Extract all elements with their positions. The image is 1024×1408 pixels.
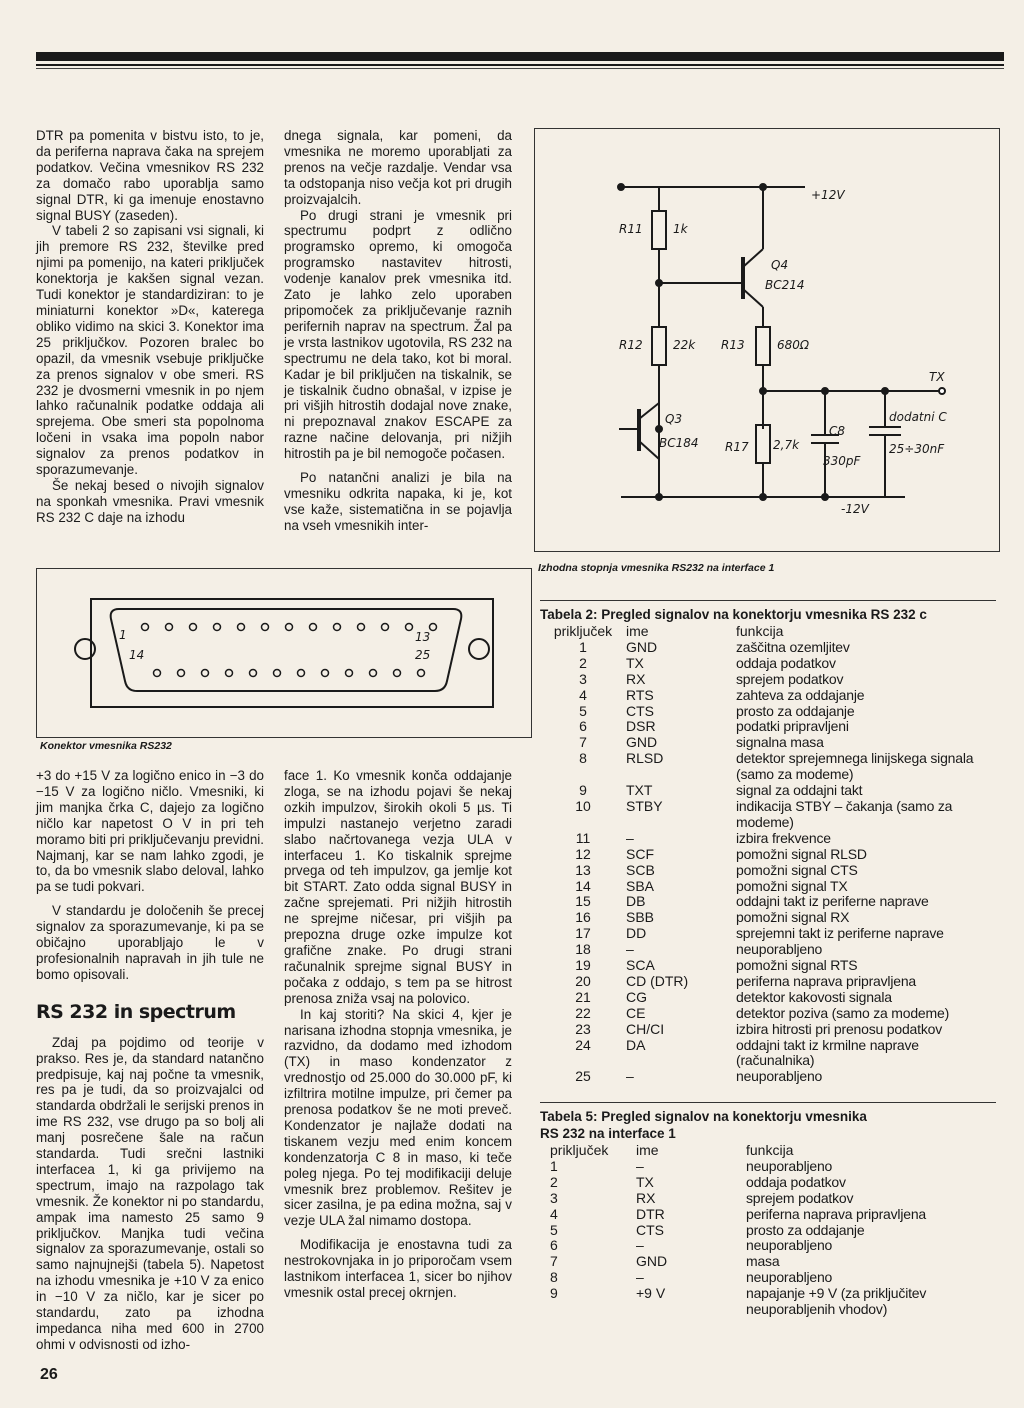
connector-pin xyxy=(298,670,305,677)
label-minus12: -12V xyxy=(841,502,869,516)
pin-cell: 4 xyxy=(550,1205,558,1222)
pin-cell: 2 xyxy=(579,654,587,671)
pin-cell: 11 xyxy=(575,829,591,846)
connector-pin xyxy=(142,624,149,631)
label-r11-value: 1k xyxy=(673,222,688,236)
label-r13-value: 680Ω xyxy=(777,338,810,352)
connector-pin xyxy=(394,670,401,677)
pin-label-25: 25 xyxy=(415,648,431,662)
table-row xyxy=(540,672,996,688)
connector-pin xyxy=(310,624,317,631)
name-cell: CTS xyxy=(636,1221,664,1238)
name-cell: – xyxy=(636,1237,644,1254)
name-cell: GND xyxy=(636,1253,668,1270)
name-cell: CH/CI xyxy=(626,1020,665,1037)
connector-diagram-frame xyxy=(36,568,532,738)
name-cell: – xyxy=(636,1269,644,1286)
table-5-title-line1: Tabela 5: Pregled signalov na konektorju vmesnika xyxy=(540,1109,867,1124)
connector-diagram xyxy=(37,569,531,737)
pin-cell: 4 xyxy=(579,686,587,703)
label-r12-value: 22k xyxy=(673,338,696,352)
table-row xyxy=(540,1254,996,1270)
function-cell: neuporabljeno xyxy=(736,941,823,958)
text-column-1 xyxy=(36,128,264,526)
name-cell: TXT xyxy=(626,782,653,799)
function-cell: podatki pripravljeni xyxy=(736,718,849,735)
name-cell: DTR xyxy=(636,1205,665,1222)
pin-cell: 5 xyxy=(550,1221,558,1238)
pin-cell: 19 xyxy=(575,957,591,974)
connector-pin xyxy=(166,624,173,631)
table-row xyxy=(540,1006,996,1022)
name-cell: +9 V xyxy=(636,1285,666,1302)
function-cell: neuporabljeno xyxy=(746,1269,833,1286)
table-row xyxy=(540,974,996,990)
pin-cell: 23 xyxy=(575,1020,591,1037)
table-row xyxy=(540,863,996,879)
pin-cell: 15 xyxy=(575,893,591,910)
function-cell: pomožni signal RLSD xyxy=(736,845,867,862)
label-r12: R12 xyxy=(619,338,643,352)
table-rule xyxy=(540,600,996,601)
pin-cell: 5 xyxy=(579,702,587,719)
function-cell: neuporabljeno xyxy=(746,1237,833,1254)
column-header: priključek xyxy=(553,623,613,639)
table-row xyxy=(540,1238,996,1254)
paragraph: Po natančni analizi je bila na vmesniku odkrita napaka, ki je, kot vse kaže, sistematična in se pojavlja na vseh vmesnikih inter- xyxy=(284,470,512,533)
table-row xyxy=(540,958,996,974)
pin-cell: 20 xyxy=(575,972,591,989)
label-c8: C8 xyxy=(829,424,846,438)
page-number: 26 xyxy=(40,1366,58,1383)
pin-cell: 8 xyxy=(550,1269,558,1286)
pin-cell: 6 xyxy=(550,1237,558,1254)
pin-cell: 22 xyxy=(575,1004,591,1021)
function-cell: pomožni signal CTS xyxy=(736,861,858,878)
resistor-r17 xyxy=(756,425,770,463)
function-cell: oddajni takt iz periferne naprave xyxy=(736,893,929,910)
table-row xyxy=(540,894,996,910)
connector-pin xyxy=(322,670,329,677)
name-cell: – xyxy=(626,829,634,846)
table-row xyxy=(540,926,996,942)
pin-cell: 2 xyxy=(550,1173,558,1190)
function-cell: neuporabljeno xyxy=(746,1157,833,1174)
label-additional-c: dodatni C xyxy=(889,410,947,424)
paragraph: Modifikacija je enostavna tudi za nestrokovnjaka in jo priporočam vsem lastnikom interfacea 1, sicer bo njihov vmesnik ostal precej okrnjen. xyxy=(284,1237,512,1300)
name-cell: DB xyxy=(626,893,646,910)
header-rule-thick xyxy=(36,52,1004,61)
function-cell: sprejem podatkov xyxy=(736,670,844,687)
connector-pin xyxy=(262,624,269,631)
name-cell: RX xyxy=(626,670,646,687)
circuit-caption: Izhodna stopnja vmesnika RS232 na interface 1 xyxy=(538,562,775,574)
mounting-hole-right xyxy=(469,639,489,659)
name-cell: DD xyxy=(626,925,647,942)
function-cell: pomožni signal TX xyxy=(736,877,848,894)
pin-label-13: 13 xyxy=(415,630,431,644)
function-cell: pomožni signal RX xyxy=(736,909,850,926)
connector-caption: Konektor vmesnika RS232 xyxy=(40,740,172,752)
function-cell: masa xyxy=(746,1253,780,1270)
name-cell: TX xyxy=(626,654,644,671)
table-header-row xyxy=(540,1143,996,1159)
paragraph: V standardu je določenih še precej signalov za sporazumevanje, ki pa se običajno uporabljajo le v profesionalnih napravah in jih tule ne bomo opisovali. xyxy=(36,903,264,982)
table-row xyxy=(540,656,996,672)
table-row xyxy=(540,735,996,751)
function-cell: izbira hitrosti pri prenosu podatkov xyxy=(736,1020,943,1037)
column-header: funkcija xyxy=(746,1142,794,1158)
table-5 xyxy=(540,1102,996,1318)
junction xyxy=(618,184,624,190)
label-c8-value: 330pF xyxy=(823,454,861,468)
name-cell: DA xyxy=(626,1036,646,1053)
pin-cell: 3 xyxy=(550,1189,558,1206)
table-row xyxy=(540,1207,996,1223)
paragraph: dnega signala, kar pomeni, da vmesnika ne moremo uporabljati za prenos na večje razdalje. Vendar vsa ta odstopanja niso večja kot pri drugih proizvajalcih. xyxy=(284,128,512,207)
connector-pin xyxy=(274,670,281,677)
table-row xyxy=(540,1286,996,1318)
connector-pin xyxy=(430,624,437,631)
connector-pin xyxy=(358,624,365,631)
pin-cell: 14 xyxy=(575,877,591,894)
function-cell: detektor kakovosti signala xyxy=(736,988,892,1005)
name-cell: RX xyxy=(636,1189,656,1206)
name-cell: CG xyxy=(626,988,647,1005)
name-cell: – xyxy=(626,941,634,958)
connector-pin xyxy=(214,624,221,631)
paragraph: Po drugi strani je vmesnik pri spectrumu podprt z odlično programsko opremo, ki omogoča programsko nastavitev hitrosti, vodenje kanalov prek vmesnika itd. Zato je lahko zelo uporaben pripomoček za priključevanje raznih perifernih naprav na spectrum. Žal pa je vrsta lastnikov ugotovila, RS 232 na spectrumu ne dela tako, kot bi moral. Kadar je bil priključen na tiskalnik, se je tiskalnik čudno obnašal, v izpise je pri višjih hitrostih dodajal nove znake, ni prepoznaval znakov ESCAPE za razne načine delovanja, pri nižjih hitrostih pa je bil nemogoče počasen. xyxy=(284,207,512,462)
table-row xyxy=(540,783,996,799)
paragraph: Še nekaj besed o nivojih signalov na sponkah vmesnika. Pravi vmesnik RS 232 C daje na izhodu xyxy=(36,477,264,525)
table-row xyxy=(540,1022,996,1038)
paragraph: DTR pa pomenita v bistvu isto, to je, da periferna naprava čaka na sprejem podatkov. Večina vmesnikov RS 232 za domačo rabo uporablja samo signal DTR, ki ga imenuje enostavno signal BUSY (zaseden). xyxy=(36,128,264,223)
pin-cell: 9 xyxy=(550,1285,558,1302)
table-row xyxy=(540,910,996,926)
paragraph: +3 do +15 V za logično enico in −3 do −15 V za logično ničlo. Vmesniki, ki jim manjka črka C, dajejo za logično ničlo kar napetost O V in pri teh moramo biti pri priključevanju previdni. Najmanj, kar se nam lahko zgodi, je to, da bo vmesnik slabo deloval, lahko pa se tudi pokvari. xyxy=(36,768,264,895)
function-cell: detektor sprejemnega linijskega signala (samo za modeme) xyxy=(736,750,974,783)
label-plus12: +12V xyxy=(811,188,845,202)
name-cell: SBB xyxy=(626,909,655,926)
connector-pin xyxy=(250,670,257,677)
table-row xyxy=(540,1069,996,1085)
connector-pin xyxy=(178,670,185,677)
connector-pin xyxy=(382,624,389,631)
name-cell: RLSD xyxy=(626,750,664,767)
label-tx: TX xyxy=(929,370,945,384)
pin-cell: 16 xyxy=(575,909,591,926)
function-cell: signalna masa xyxy=(736,734,824,751)
function-cell: oddaja podatkov xyxy=(736,654,836,671)
table-row xyxy=(540,1038,996,1070)
pin-label-14: 14 xyxy=(129,648,145,662)
table-row xyxy=(540,831,996,847)
pin-cell: 13 xyxy=(575,861,591,878)
function-cell: sprejem podatkov xyxy=(746,1189,854,1206)
name-cell: – xyxy=(636,1157,644,1174)
circuit-diagram xyxy=(535,129,999,551)
label-r17-value: 2,7k xyxy=(773,438,800,452)
label-q3-type: BC184 xyxy=(659,436,699,450)
name-cell: RTS xyxy=(626,686,654,703)
function-cell: prosto za oddajanje xyxy=(736,702,855,719)
name-cell: CE xyxy=(626,1004,646,1021)
circuit-diagram-frame xyxy=(534,128,1000,552)
function-cell: detektor poziva (samo za modeme) xyxy=(736,1004,950,1021)
paragraph: V tabeli 2 so zapisani vsi signali, ki jih premore RS 232, številke pred njimi pa pomenijo, na kateri priključek konektorja je kakšen signal vezan. Tudi konektor je standardiziran: to je miniaturni konektor »D«, katerega obliko vidimo na skici 3. Konektor ima 25 priključkov. Pozoren bralec bo opazil, da vmesnik vsebuje priključke za prenos signalov v obe smeri. RS 232 je dvosmerni vmesnik in po njem lahko računalnik podatke oddaja ali sprejema. Obe smeri sta popolnoma ločeni in vsaka ima popoln nabor signalov za prenos podatkov in sporazumevanje. xyxy=(36,223,264,478)
name-cell: CD (DTR) xyxy=(626,972,689,989)
header-rule-thin xyxy=(36,68,1004,69)
pin-cell: 24 xyxy=(575,1036,591,1053)
pin-cell: 6 xyxy=(579,718,587,735)
pin-cell: 12 xyxy=(575,845,591,862)
table-rule xyxy=(540,1102,996,1103)
function-cell: pomožni signal RTS xyxy=(736,957,858,974)
table-row xyxy=(540,879,996,895)
name-cell: STBY xyxy=(626,797,663,814)
connector-pin xyxy=(202,670,209,677)
connector-pin xyxy=(286,624,293,631)
table-row xyxy=(540,1191,996,1207)
pin-cell: 8 xyxy=(579,750,587,767)
paragraph: face 1. Ko vmesnik konča oddajanje zloga, se na izhodu pojavi še nekaj ozkih impulzov, širokih okoli 5 µs. Ti impulzi nastanejo verjetno zaradi slabo načrtovanega vezja ULA v interfaceu 1. Ko tiskalnik sprejme prvega od teh impulzov, ga jemlje kot bit START. Zato odda signal BUSY in začne sprejemati. Pri nižjih hitrostih ne sprejme ničesar, pri višjih pa prepozna druge ozke impulze kot grafične znake. Po drugi strani računalnik sprejme signal BUSY in počaka z oddajo, s tem pa se hitrost prenosa zniža vsaj na polovico. xyxy=(284,768,512,1006)
column-header: ime xyxy=(636,1142,659,1158)
label-q4: Q4 xyxy=(771,258,789,272)
table-2 xyxy=(540,600,996,1085)
label-r17: R17 xyxy=(725,440,749,454)
paragraph: Zdaj pa pojdimo od teorije v prakso. Res je, da standard natančno predpisuje, kaj naj počne ta vmesnik, res pa je tudi, da so proizvajalci od standarda obdržali le serijski prenos in ime RS 232, vse drugo pa so bolj ali manj posrečene šale na račun standarda. Tudi srečni lastniki interfacea 1, ki ga privijemo na spectrum, imajo na razpolago tak vmesnik. Že konektor ni po standardu, ampak ima namesto 25 samo 9 priključkov. Manjka tudi večina signalov za sporazumevanje, ostali so samo najnujnejši (tabela 5). Napetost na izhodu vmesnika je +10 V za enico in −10 V za ničlo, kar je sicer po standardu, zato pa izhodna impedanca niha med 600 in 2700 ohmi v odvisnosti od izho- xyxy=(36,1034,264,1352)
table-2-grid xyxy=(540,624,996,1085)
name-cell: – xyxy=(626,1068,634,1085)
name-cell: DSR xyxy=(626,718,656,735)
name-cell: GND xyxy=(626,638,658,655)
table-row xyxy=(540,799,996,831)
connector-pin xyxy=(406,624,413,631)
function-cell: prosto za oddajanje xyxy=(746,1221,865,1238)
column-header: funkcija xyxy=(736,623,784,639)
pin-cell: 25 xyxy=(575,1068,591,1085)
pin-cell: 3 xyxy=(579,670,587,687)
function-cell: neuporabljeno xyxy=(736,1068,823,1085)
function-cell: oddaja podatkov xyxy=(746,1173,846,1190)
table-row xyxy=(540,1175,996,1191)
name-cell: CTS xyxy=(626,702,654,719)
connector-pin xyxy=(346,670,353,677)
function-cell: sprejemni takt iz periferne naprave xyxy=(736,925,944,942)
header-rule xyxy=(36,64,1004,66)
label-r13: R13 xyxy=(721,338,745,352)
connector-d-shape xyxy=(111,609,462,691)
table-row xyxy=(540,1270,996,1286)
pin-cell: 18 xyxy=(575,941,591,958)
label-q3: Q3 xyxy=(665,412,683,426)
pin-cell: 7 xyxy=(579,734,587,751)
function-cell: zahteva za oddajanje xyxy=(736,686,865,703)
pin-label-1: 1 xyxy=(119,628,127,642)
label-additional-c-value: 25÷30nF xyxy=(889,442,945,456)
pin-cell: 17 xyxy=(575,925,591,942)
table-row xyxy=(540,847,996,863)
column-header: ime xyxy=(626,623,649,639)
table-2-title: Tabela 2: Pregled signalov na konektorju vmesnika RS 232 c xyxy=(540,607,927,622)
paragraph: In kaj storiti? Na skici 4, kjer je narisana izhodna stopnja vmesnika, je razvidno, da dodamo med izhodom (TX) in maso kondenzator z vrednostjo od 25.000 do 30.000 pF, ki izfiltrira motilne impulze, pri čemer pa prenosa podatkov še ne moti preveč. Kondenzator je najlaže dodati na tiskanem vezju med enim koncem kondenzatorja C 8 in maso, ki teče poleg njega. Po tej modifikaciji deluje vmesnik brez problemov. Rešitev je sicer zasilna, je pa edina možna, saj v vezje ULA žal nimamo dostopa. xyxy=(284,1006,512,1229)
table-row xyxy=(540,1223,996,1239)
function-cell: napajanje +9 V (za priključitev neuporabljenih vhodov) xyxy=(746,1285,927,1318)
connector-pin xyxy=(370,670,377,677)
connector-pin xyxy=(238,624,245,631)
pin-cell: 1 xyxy=(579,638,587,655)
table-row xyxy=(540,704,996,720)
resistor-r13 xyxy=(756,327,770,365)
label-r11: R11 xyxy=(619,222,643,236)
connector-pin xyxy=(154,670,161,677)
pin-cell: 7 xyxy=(550,1253,558,1270)
name-cell: SCB xyxy=(626,861,655,878)
table-row xyxy=(540,1159,996,1175)
resistor-r11 xyxy=(652,211,666,249)
name-cell: SCA xyxy=(626,957,655,974)
function-cell: periferna naprava pripravljena xyxy=(736,972,916,989)
function-cell: periferna naprava pripravljena xyxy=(746,1205,926,1222)
column-header: priključek xyxy=(550,1142,609,1158)
function-cell: oddajni takt iz krmilne naprave (računalnika) xyxy=(736,1036,919,1069)
text-column-2 xyxy=(284,128,512,534)
resistor-r12 xyxy=(652,327,666,365)
table-row xyxy=(540,751,996,783)
table-row xyxy=(540,640,996,656)
name-cell: SBA xyxy=(626,877,655,894)
table-5-title-line2: RS 232 na interface 1 xyxy=(540,1126,676,1141)
text-column-3 xyxy=(36,768,264,1353)
table-header-row xyxy=(540,624,996,640)
table-row xyxy=(540,719,996,735)
pin-cell: 1 xyxy=(550,1157,558,1174)
connector-pin xyxy=(334,624,341,631)
connector-pin xyxy=(190,624,197,631)
pin-cell: 21 xyxy=(575,988,591,1005)
function-cell: indikacija STBY – čakanja (samo za modeme) xyxy=(736,797,953,830)
function-cell: izbira frekvence xyxy=(736,829,831,846)
connector-pin xyxy=(226,670,233,677)
label-q4-type: BC214 xyxy=(765,278,805,292)
table-row xyxy=(540,990,996,1006)
table-row xyxy=(540,942,996,958)
pin-cell: 9 xyxy=(579,782,587,799)
table-5-grid xyxy=(540,1143,996,1318)
function-cell: signal za oddajni takt xyxy=(736,782,863,799)
pin-cell: 10 xyxy=(575,797,591,814)
section-heading: RS 232 in spectrum xyxy=(36,1000,236,1023)
name-cell: TX xyxy=(636,1173,654,1190)
table-row xyxy=(540,688,996,704)
text-column-4 xyxy=(284,768,512,1301)
connector-pin xyxy=(418,670,425,677)
name-cell: GND xyxy=(626,734,658,751)
function-cell: zaščitna ozemljitev xyxy=(736,638,850,655)
name-cell: SCF xyxy=(626,845,654,862)
